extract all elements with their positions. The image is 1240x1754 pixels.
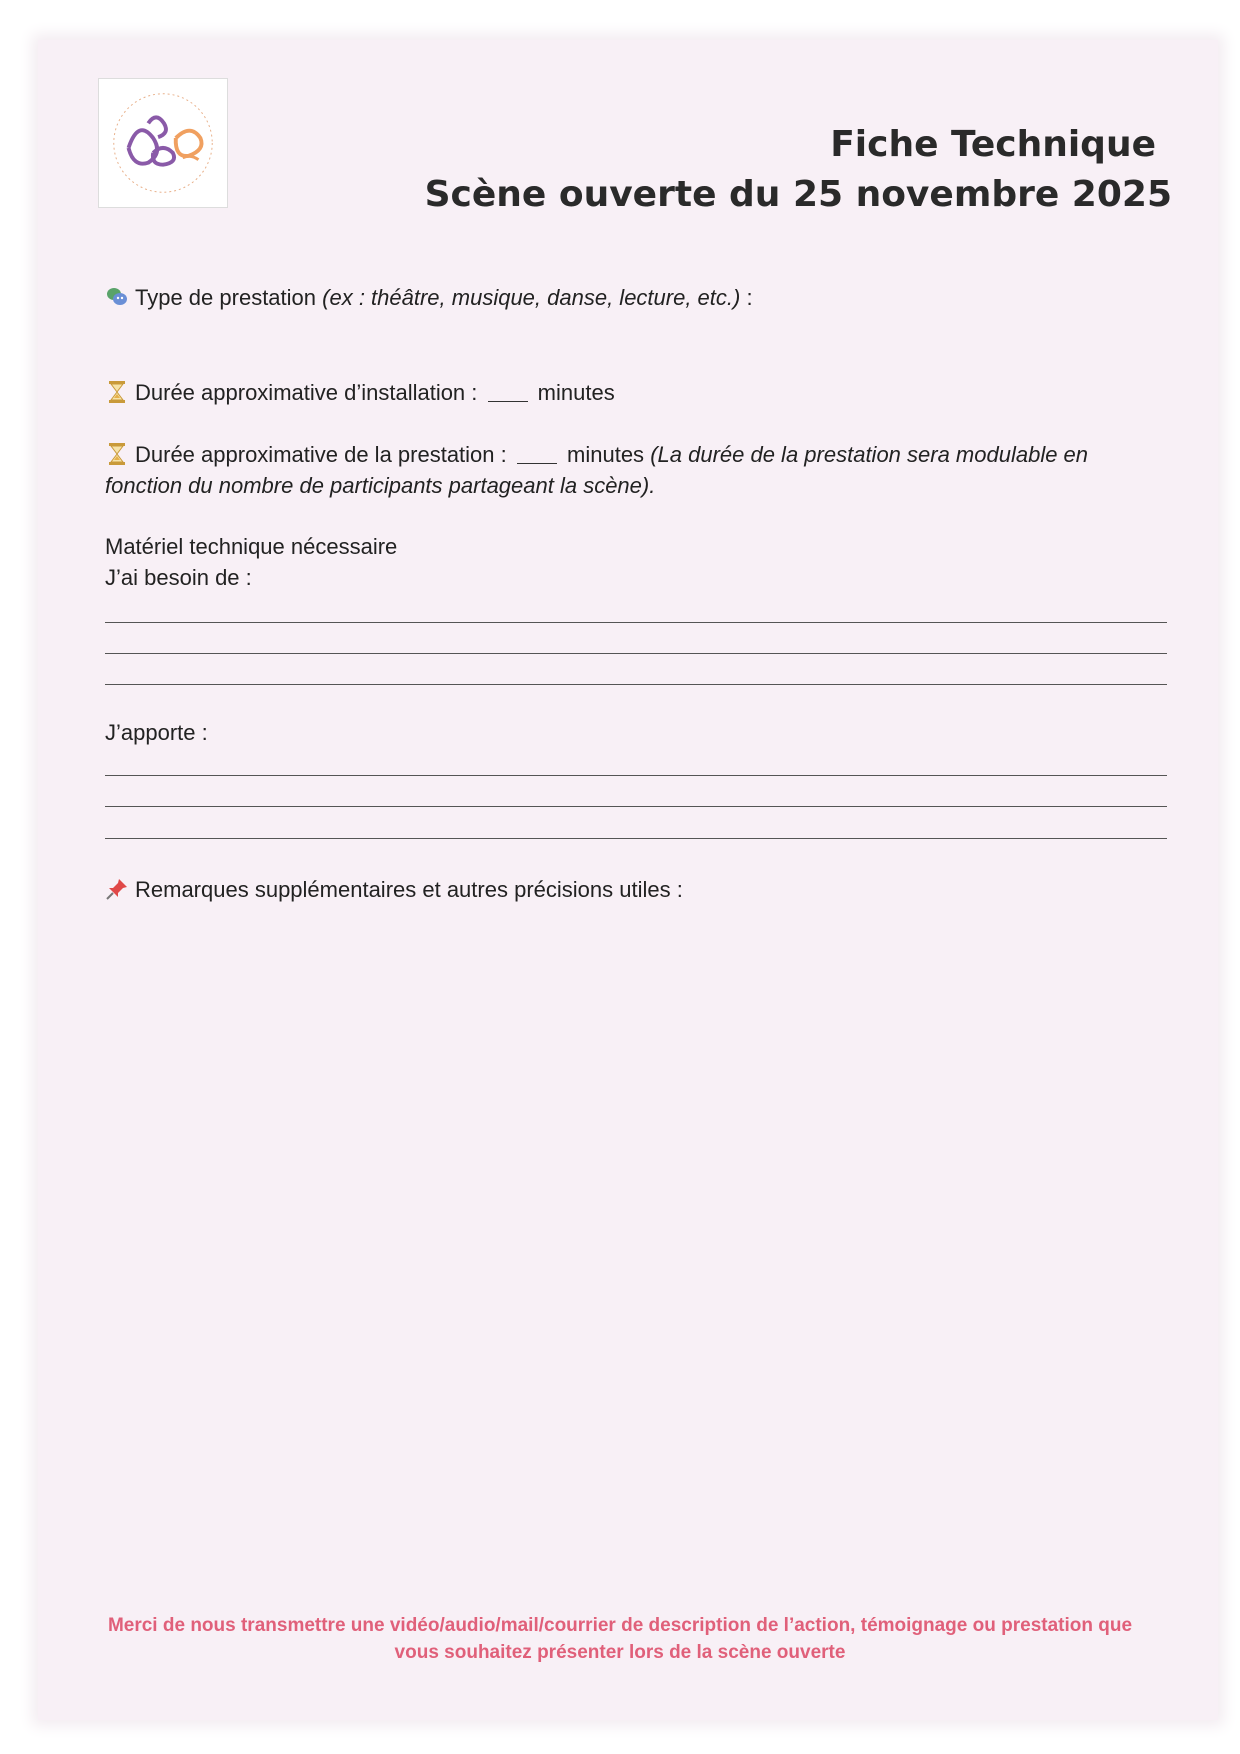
need-line-3[interactable] <box>105 684 1167 685</box>
bring-line-1[interactable] <box>105 775 1167 776</box>
remarks-field <box>105 875 683 905</box>
duration-label: Durée approximative de la prestation : <box>135 442 507 467</box>
bring-label: J’apporte : <box>105 720 208 745</box>
duration-note-line-2: fonction du nombre de participants partageant la scène). <box>105 473 656 498</box>
footer-note <box>40 1612 1200 1666</box>
footer-line-2: vous souhaitez présenter lors de la scène ouverte <box>394 1642 846 1663</box>
hourglass-icon <box>105 380 129 404</box>
install-label: Durée approximative d’installation : <box>135 380 478 405</box>
need-line-1[interactable] <box>105 622 1167 623</box>
type-of-performance-field <box>105 283 753 313</box>
duration-minutes-blank[interactable] <box>517 445 557 464</box>
type-hint: (ex : théâtre, musique, danse, lecture, etc.) <box>322 285 741 310</box>
material-heading: Matériel technique nécessaire <box>105 534 398 559</box>
duration-note-line-1: (La durée de la prestation sera modulable en <box>650 442 1089 467</box>
organization-logo-icon <box>98 78 228 208</box>
type-label: Type de prestation <box>135 285 317 310</box>
hourglass-icon <box>105 442 129 466</box>
bring-line-3[interactable] <box>105 838 1167 839</box>
bring-line-2[interactable] <box>105 806 1167 807</box>
page-title <box>425 120 1172 220</box>
masks-icon <box>105 285 129 309</box>
title-line-1: Fiche Technique <box>830 124 1156 165</box>
installation-duration-field <box>105 378 615 408</box>
footer-line-1: Merci de nous transmettre une vidéo/audio/mail/courrier de description de l’action, témoignage ou prestation que <box>107 1615 1133 1636</box>
install-minutes-blank[interactable] <box>488 383 528 402</box>
type-suffix: : <box>740 285 753 310</box>
duration-note-continuation <box>105 471 655 501</box>
pushpin-icon <box>105 877 129 901</box>
duration-unit: minutes <box>567 442 645 467</box>
remarks-label: Remarques supplémentaires et autres précisions utiles : <box>135 877 683 902</box>
need-line-2[interactable] <box>105 653 1167 654</box>
title-line-2: Scène ouverte du 25 novembre 2025 <box>424 174 1172 215</box>
install-unit: minutes <box>537 380 615 405</box>
performance-duration-field <box>105 440 1175 470</box>
need-label: J’ai besoin de : <box>105 565 252 590</box>
